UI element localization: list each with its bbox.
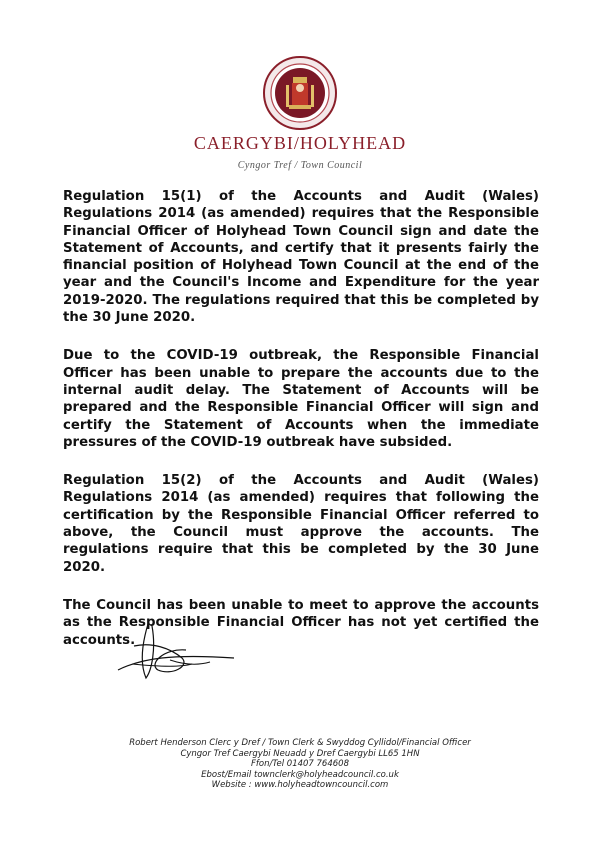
council-seal-icon: [262, 55, 338, 131]
council-subtitle: Cyngor Tref / Town Council: [237, 160, 363, 171]
footer-email: Ebost/Email townclerk@holyheadcouncil.co.uk: [201, 769, 399, 780]
footer-clerk: Robert Henderson Clerc y Dref / Town Clerk & Swyddog Cyllidol/Financial Officer: [129, 738, 471, 748]
signature-icon: [112, 618, 242, 690]
paragraph-1: Regulation 15(1) of the Accounts and Audit (Wales) Regulations 2014 (as amended) requires that the Responsible Financial Officer of Holyhead Town Council sign and date the Statement of Accounts, and certify that it presents fairly the financial position of Holyhead Town Council at the end of the year and the Council's Income and Expenditure for the year 2019-2020. The regulations required that this be completed by the 30 June 2020.: [63, 189, 539, 326]
footer-address: Cyngor Tref Caergybi Neuadd y Dref Caergybi LL65 1HN: [180, 748, 420, 759]
letter-body: [63, 188, 539, 670]
footer-website: Website : www.holyheadtowncouncil.com: [211, 780, 389, 791]
paragraph-2: Due to the COVID-19 outbreak, the Responsible Financial Officer has been unable to prepare the accounts due to the internal audit delay. The Statement of Accounts will be prepared and the Responsible Financial Officer will sign and certify the Statement of Accounts when the immediate pressures of the COVID-19 outbreak have subsided.: [63, 348, 539, 450]
paragraph-4: The Council has been unable to meet to approve the accounts as the Responsible Financial Officer has not yet certified the accounts.: [63, 597, 539, 648]
footer-phone: Ffon/Tel 01407 764608: [251, 759, 349, 770]
council-name: CAERGYBI/HOLYHEAD: [193, 133, 407, 153]
paragraph-3: Regulation 15(2) of the Accounts and Audit (Wales) Regulations 2014 (as amended) requires that following the certification by the Responsible Financial Officer referred to above, the Council must approve the accounts. The regulations require that this be completed by the 30 June 2020.: [63, 473, 539, 575]
letter-footer: [0, 738, 600, 791]
